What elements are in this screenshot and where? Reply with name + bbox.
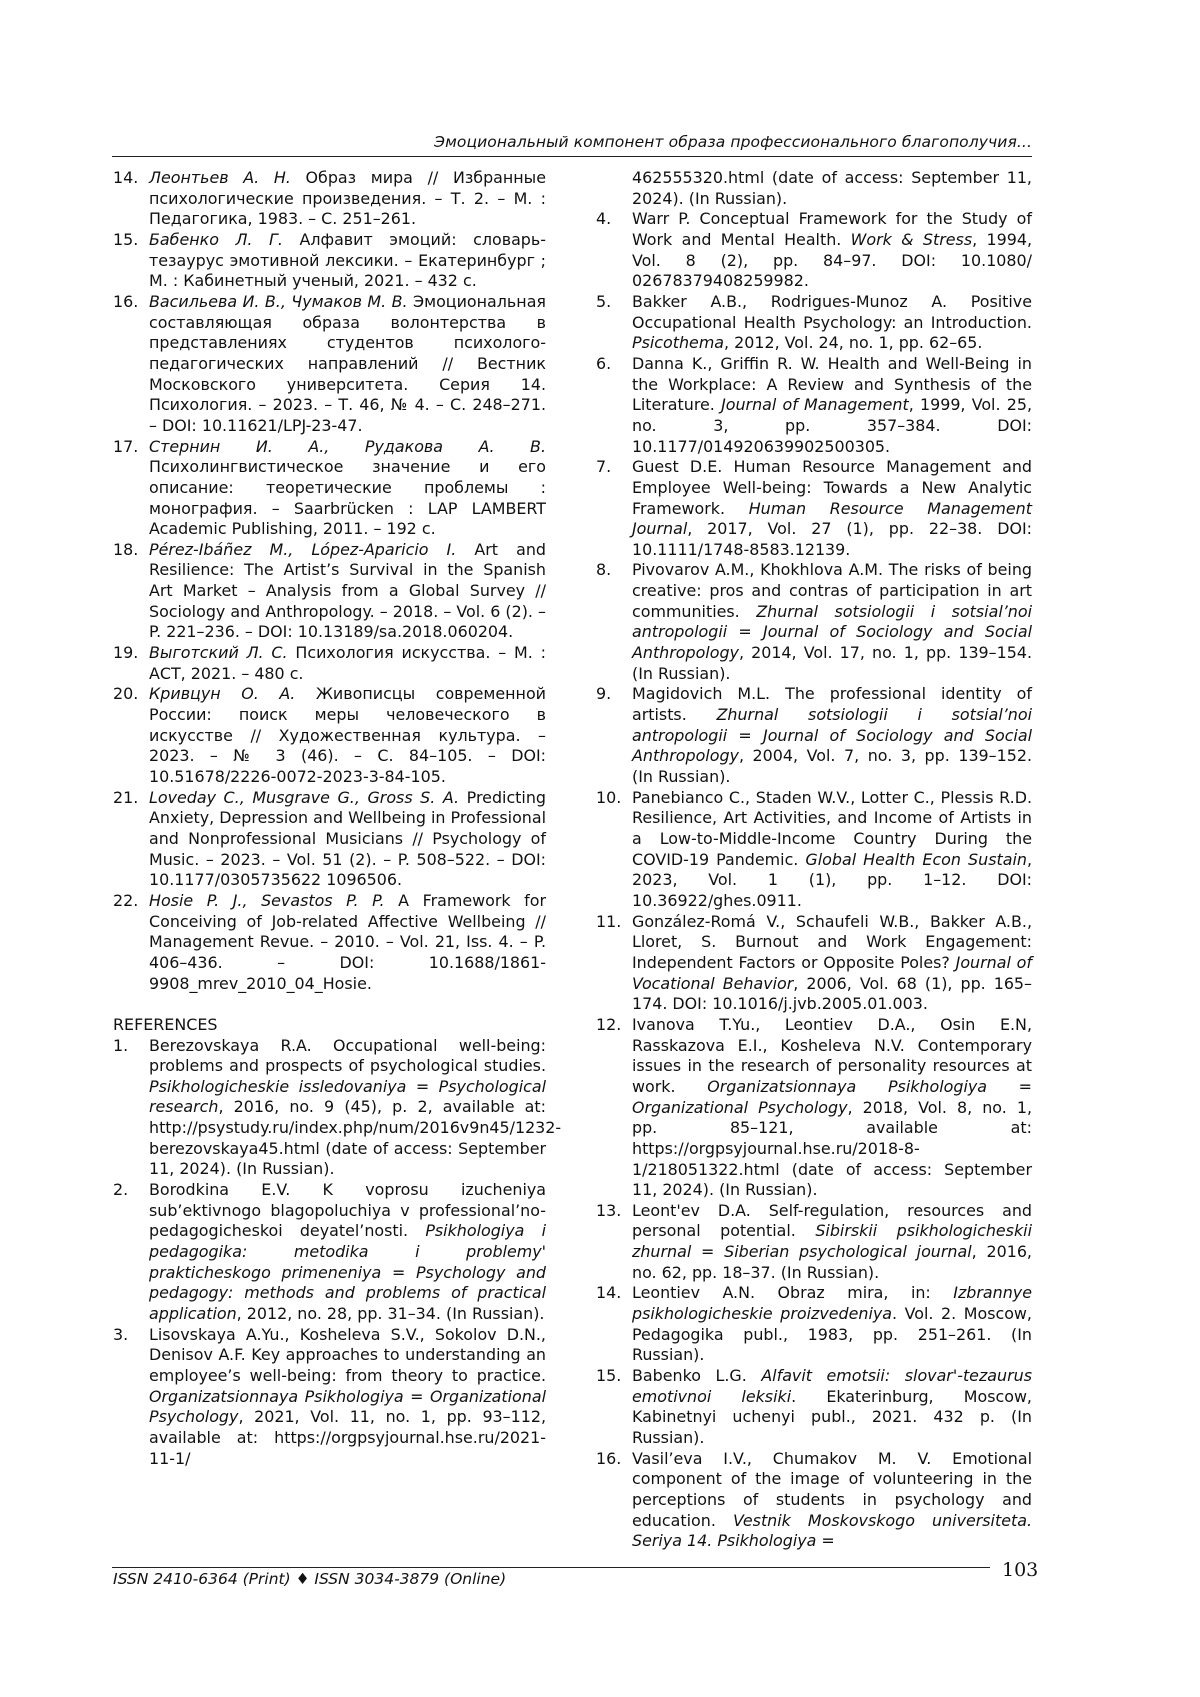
reference-text: Guest D.E. Human Resource Management and Employee Well-being: Towards a New Analytic Framework. [632,457,1032,518]
reference-number: 4. [596,209,612,229]
english-reference-list-continued [596,209,1032,1552]
reference-item [596,1449,1032,1552]
reference-item [596,1366,1032,1449]
reference-item [113,684,546,787]
reference-source: Psikhologicheskie issledovaniya = Psychological research [149,1076,546,1117]
reference-item [113,292,546,437]
reference-source: Zhurnal sotsiologii i sotsial’noi antropologii = Journal of Sociology and Social Anthropology [632,705,1032,766]
reference-text: Ivanova T.Yu., Leontiev D.A., Osin E.N, Rasskazova E.I., Kosheleva N.V. Contemporary issues in the research of personality resources at work. [632,1014,1032,1096]
reference-text: Психология искусства. – М. : АСТ, 2021. – 480 с. [149,643,546,683]
reference-number: 11. [596,911,622,931]
reference-number: 15. [113,229,139,249]
reference-text: Berezovskaya R.A. Occupational well-being: problems and prospects of psychological studies. [149,1035,546,1076]
russian-reference-list [113,168,546,994]
left-column [113,168,562,1469]
reference-source: Psicothema [632,333,725,353]
reference-text: Живописцы современной России: поиск меры человеческого в искусстве // Художественная культура. – 2023. – № 3 (46). – С. 84–105. – DOI: 10.51678/2226-0072-2023-3-84-105. [149,684,546,787]
reference-item [596,684,1032,787]
reference-text: Pivovarov A.M., Khokhlova A.M. The risks of being creative: pros and contras of participation in art communities. [632,560,1032,621]
reference-number: 17. [113,436,139,456]
reference-details: , 2016, no. 9 (45), p. 2, available at: http://psystudy.ru/index.php/num/2016v9n45/1232-berezovskaya45.html (date of access: September 11, 2024). (In Russian). [149,1097,562,1179]
reference-details: , 2004, Vol. 7, no. 3, pp. 139–152. (In Russian). [632,746,1032,787]
reference-number: 18. [113,539,139,559]
reference-continuation: 462555320.html (date of access: September 11, 2024). (In Russian). [632,168,1032,208]
reference-details: , 2012, Vol. 24, no. 1, pp. 62–65. [724,333,983,353]
references-heading: REFERENCES [113,1014,218,1034]
reference-item [113,437,546,540]
reference-source: Izbrannye psikhologicheskie proizvedeniya [632,1283,1032,1324]
reference-authors: Бабенко Л. Г. [149,229,283,249]
reference-source: Organizatsionnaya Psikhologiya = Organizational Psychology [149,1386,546,1427]
reference-authors: Hosie P. J., Sevastos P. P. [149,890,385,910]
reference-number: 5. [596,291,612,311]
reference-number: 19. [113,643,139,663]
reference-details: , 2017, Vol. 27 (1), pp. 22–38. DOI: 10.1111/1748-8583.12139. [632,519,1032,559]
reference-details: , 2012, no. 28, pp. 31–34. (In Russian). [236,1304,545,1324]
running-title: Эмоциональный компонент образа профессионального благополучия... [434,133,1032,151]
header-rule [112,156,1032,157]
reference-number: 14. [113,168,139,187]
reference-item [596,1283,1032,1366]
section-spacer [113,994,546,1015]
reference-source: Organizatsionnaya Psikhologiya = Organizational Psychology [632,1076,1032,1117]
reference-number: 10. [596,787,622,807]
reference-source: Psikhologiya i pedagogika: metodika i problemy' prakticheskogo primeneniya = Psychology and pedagogy: methods and problems of practical application [149,1221,546,1324]
reference-text: Babenko L.G. [632,1366,762,1386]
footer-issn: ISSN 2410-6364 (Print) ♦ ISSN 3034-3879 (Online) [113,1570,507,1588]
reference-text: Danna K., Griffin R. W. Health and Well-Being in the Workplace: A Review and Synthesis of the Literature. [632,353,1032,415]
reference-text: Эмоциональная составляющая образа волонтерства в представлениях студентов психолого-педагогических направлений // Вестник Московского университета. Серия 14. Психология. – 2023. – Т. 46, № 4. – С. 248–271. – DOI: 10.11621/LPJ-23-47. [149,291,546,435]
reference-item [113,643,546,684]
reference-authors: Леонтьев А. Н. [149,168,291,187]
reference-text: Panebianco C., Staden W.V., Lotter C., Plessis R.D. Resilience, Art Activities, and Income of Artists in a Low-to-Middle-Income Country During the COVID-19 Pandemic. [632,787,1032,869]
reference-source: Sibirskii psikhologicheskii zhurnal = Siberian psychological journal [632,1221,1032,1262]
reference-item [113,1035,562,1181]
reference-item [596,292,1032,354]
reference-details: . Ekaterinburg, Moscow, Kabinetnyi uchenyi publ., 2021. 432 p. (In Russian). [632,1386,1032,1448]
running-head [112,133,1032,155]
reference-text: Art and Resilience: The Artist’s Survival in the Spanish Art Market – Analysis from a Global Survey // Sociology and Anthropology. – 2018. – Vol. 6 (2). – P. 221–236. – DOI: 10.13189/sa.2018.060204. [149,539,546,642]
reference-item [596,209,1032,292]
reference-item [596,912,1032,1015]
reference-authors: Васильева И. В., Чумаков М. В. [149,291,408,311]
reference-source: Journal of Management [721,395,909,415]
reference-source: Work & Stress [850,229,973,249]
english-reference-list [113,1035,562,1470]
reference-details: , 2023, Vol. 1 (1), pp. 1–12. DOI: 10.36922/ghes.0911. [632,849,1032,910]
reference-source: Vestnik Moskovskogo universiteta. Seriya 14. Psikhologiya = [632,1510,1033,1551]
reference-item [596,1201,1032,1284]
reference-text: A Framework for Conceiving of Job-related Affective Wellbeing // Management Revue. – 2010. – Vol. 21, Iss. 4. – P. 406–436. – DOI: 10.1688/1861-9908_mrev_2010_04_Hosie. [149,890,546,993]
reference-item [113,230,546,292]
reference-number: 3. [113,1324,129,1344]
reference-authors: Выготский Л. С. [149,643,288,663]
reference-item [113,1180,546,1325]
reference-number: 16. [596,1448,622,1468]
reference-source: Alfavit emotsii: slovar'-tezaurus emotivnoi leksiki [632,1366,1032,1406]
reference-item [113,1325,546,1470]
reference-text: Leontiev A.N. Obraz mira, in: [632,1283,954,1303]
reference-number: 16. [113,291,139,311]
reference-text: Predicting Anxiety, Depression and Wellbeing in Professional and Nonprofessional Musicians // Psychology of Music. – 2023. – Vol. 51 (2). – P. 508–522. – DOI: 10.1177/0305735622 1096506. [149,787,547,890]
reference-item [113,891,546,994]
reference-details: . Vol. 2. Moscow, Pedagogika publ., 1983, pp. 251–261. (In Russian). [632,1304,1032,1365]
reference-details: , 1999, Vol. 25, no. 3, pp. 357–384. DOI: 10.1177/014920639902500305. [632,395,1032,456]
reference-item [113,540,546,643]
reference-text: Алфавит эмоций: словарь-тезаурус эмотивной лексики. – Екатеринбург ; М. : Кабинетный ученый, 2021. – 432 с. [149,229,546,291]
reference-number: 1. [113,1035,129,1055]
reference-item [113,788,546,891]
reference-number: 9. [596,684,612,704]
reference-authors: Pérez-Ibáñez M., López-Aparicio I. [149,539,457,559]
reference-text: Lisovskaya A.Yu., Kosheleva S.V., Sokolov D.N., Denisov A.F. Key approaches to understanding an employee’s well-being: from theory to practice. [149,1324,546,1385]
reference-number: 14. [596,1283,622,1303]
reference-text: Leont'ev D.A. Self-regulation, resources and personal potential. [632,1200,1032,1241]
reference-item [113,168,546,230]
reference-item [596,1015,1032,1201]
reference-number: 12. [596,1014,622,1034]
reference-number: 13. [596,1200,622,1220]
reference-number: 20. [113,684,139,704]
right-column [596,168,1032,1552]
reference-details: , 2018, Vol. 8, no. 1, pp. 85–121, available at: https://orgpsyjournal.hse.ru/2018-8-1/218051322.html (date of access: September 11, 2024). (In Russian). [632,1097,1032,1200]
reference-item [596,354,1032,457]
reference-authors: Стернин И. А., Рудакова А. В. [149,436,546,456]
reference-details: , 2016, no. 62, pp. 18–37. (In Russian). [632,1242,1032,1282]
reference-text: Borodkina E.V. K voprosu izucheniya sub’ektivnogo blagopoluchiya v professional’no-pedagogicheskoi deyatel’nosti. [149,1180,546,1241]
reference-authors: Кривцун О. А. [149,684,296,704]
reference-item [596,788,1032,912]
reference-source: Global Health Econ Sustain [805,849,1027,869]
footer-rule [112,1567,990,1568]
reference-number: 6. [596,353,612,373]
reference-number: 2. [113,1180,129,1200]
page-number: 103 [1002,1559,1039,1581]
reference-source: Journal of Vocational Behavior [632,952,1032,993]
reference-item [596,457,1032,560]
reference-item [596,560,1032,684]
reference-number: 15. [596,1366,622,1386]
reference-number: 22. [113,890,139,910]
reference-authors: Loveday C., Musgrave G., Gross S. A. [149,787,460,807]
reference-text: Образ мира // Избранные психологические произведения. – Т. 2. – М. : Педагогика, 1983. – С. 251–261. [149,168,547,229]
reference-number: 21. [113,787,139,807]
reference-text: Bakker A.B., Rodrigues-Munoz A. Positive Occupational Health Psychology: an Introduction. [632,291,1032,332]
reference-text: Warr P. Conceptual Framework for the Study of Work and Mental Health. [632,209,1032,249]
reference-details: , 2014, Vol. 17, no. 1, pp. 139–154. (In Russian). [632,643,1032,683]
reference-details: , 2006, Vol. 68 (1), pp. 165–174. DOI: 10.1016/j.jvb.2005.01.003. [632,973,1032,1014]
reference-text: Психолингвистическое значение и его описание: теоретические проблемы : монография. – Saarbrücken : LAP LAMBERT Academic Publishing, 2011. – 192 с. [149,457,546,539]
reference-text: Vasil’eva I.V., Chumakov M. V. Emotional component of the image of volunteering in the perceptions of students in psychology and education. [632,1448,1032,1530]
reference-source: Zhurnal sotsiologii i sotsial’noi antropologii = Journal of Sociology and Social Anthropology [632,601,1032,663]
reference-source: Human Resource Management Journal [632,498,1032,539]
reference-details: , 2021, Vol. 11, no. 1, pp. 93–112, available at: https://orgpsyjournal.hse.ru/2021-11-1/ [149,1407,546,1468]
reference-text: Magidovich M.L. The professional identity of artists. [632,684,1032,725]
reference-details: , 1994, Vol. 8 (2), pp. 84–97. DOI: 10.1080/ 02678379408259982. [632,229,1032,291]
reference-number: 8. [596,560,612,580]
reference-number: 7. [596,457,612,477]
reference-text: González-Romá V., Schaufeli W.B., Bakker A.B., Lloret, S. Burnout and Work Engagement: Independent Factors or Opposite Poles? [632,911,1032,972]
